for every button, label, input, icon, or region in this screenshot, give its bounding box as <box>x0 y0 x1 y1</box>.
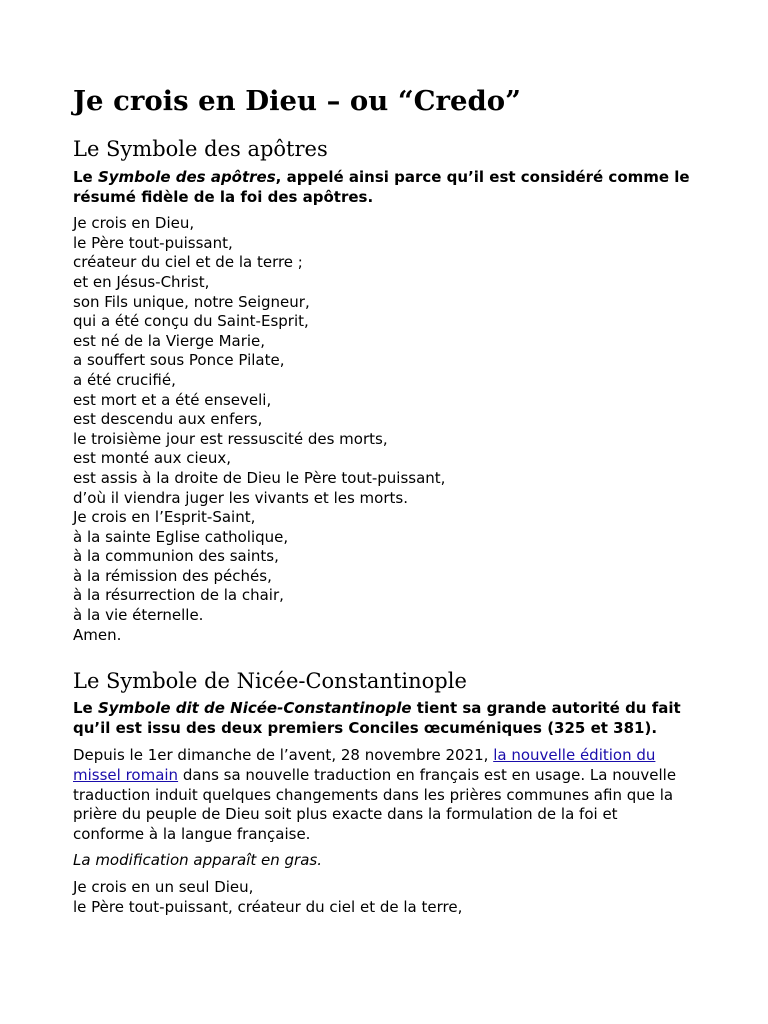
creed-line: et en Jésus-Christ, <box>73 272 210 291</box>
intro-emphasis: Symbole dit de Nicée-Constantinople <box>97 699 412 718</box>
missal-link[interactable]: la nouvelle édition du missel romain <box>73 746 656 785</box>
section-heading-nicene: Le Symbole de Nicée-Constantinople <box>73 669 467 694</box>
creed-line: a été crucifié, <box>73 370 176 389</box>
creed-line: d’où il viendra juger les vivants et les morts. <box>73 488 408 507</box>
creed-text-apostles <box>73 214 693 645</box>
intro-prefix: Le <box>73 699 98 718</box>
missal-paragraph <box>73 746 693 844</box>
creed-line: est monté aux cieux, <box>73 449 232 468</box>
section-nicene-creed <box>73 668 693 917</box>
creed-line: est mort et a été enseveli, <box>73 390 272 409</box>
creed-line: Amen. <box>73 625 122 644</box>
creed-line: le Père tout-puissant, <box>73 233 233 252</box>
creed-line: Je crois en l’Esprit-Saint, <box>73 508 256 527</box>
paragraph-text: Depuis le 1er dimanche de l’avent, 28 novembre 2021, <box>73 746 494 765</box>
page-title: Je crois en Dieu – ou “Credo” <box>73 85 521 117</box>
paragraph-text: dans sa nouvelle traduction en français est en usage. La nouvelle traduction induit quelques changements dans les prières communes afin que la prière du peuple de Dieu soit plus exacte dans la formulation de la foi et conforme à la langue française. <box>73 766 677 843</box>
creed-line: Je crois en un seul Dieu, <box>73 878 254 896</box>
creed-line: à la communion des saints, <box>73 547 279 566</box>
creed-line: est descendu aux enfers, <box>73 410 263 429</box>
creed-line: son Fils unique, notre Seigneur, <box>73 292 310 311</box>
document-page <box>73 84 693 917</box>
creed-line: est assis à la droite de Dieu le Père tout-puissant, <box>73 468 446 487</box>
intro-suffix: tient sa grande autorité du fait qu’il est issu des deux premiers Conciles œcuméniques (325 et 381). <box>73 699 681 737</box>
intro-emphasis: Symbole des apôtres <box>97 168 276 186</box>
creed-line: à la vie éternelle. <box>73 606 204 625</box>
section-apostles-creed <box>73 136 693 645</box>
intro-suffix: , appelé ainsi parce qu’il est considéré comme le résumé fidèle de la foi des apôtres. <box>73 168 690 206</box>
creed-line: est né de la Vierge Marie, <box>73 331 266 350</box>
section-heading-apostles: Le Symbole des apôtres <box>73 137 328 161</box>
creed-line: a souffert sous Ponce Pilate, <box>73 351 285 370</box>
creed-text-nicene <box>73 878 693 917</box>
section-intro-nicene <box>73 699 693 738</box>
creed-line: le troisième jour est ressuscité des morts, <box>73 429 388 448</box>
creed-line: à la sainte Eglise catholique, <box>73 527 289 546</box>
intro-prefix: Le <box>73 168 98 186</box>
section-intro-apostles <box>73 168 693 207</box>
creed-line: Je crois en Dieu, <box>73 214 195 233</box>
creed-line: à la rémission des péchés, <box>73 566 272 585</box>
creed-line: créateur du ciel et de la terre ; <box>73 253 303 272</box>
creed-line: le Père tout-puissant, créateur du ciel et de la terre, <box>73 897 463 916</box>
creed-line: qui a été conçu du Saint-Esprit, <box>73 312 309 331</box>
modification-note: La modification apparaît en gras. <box>73 851 322 870</box>
creed-line: à la résurrection de la chair, <box>73 586 284 605</box>
